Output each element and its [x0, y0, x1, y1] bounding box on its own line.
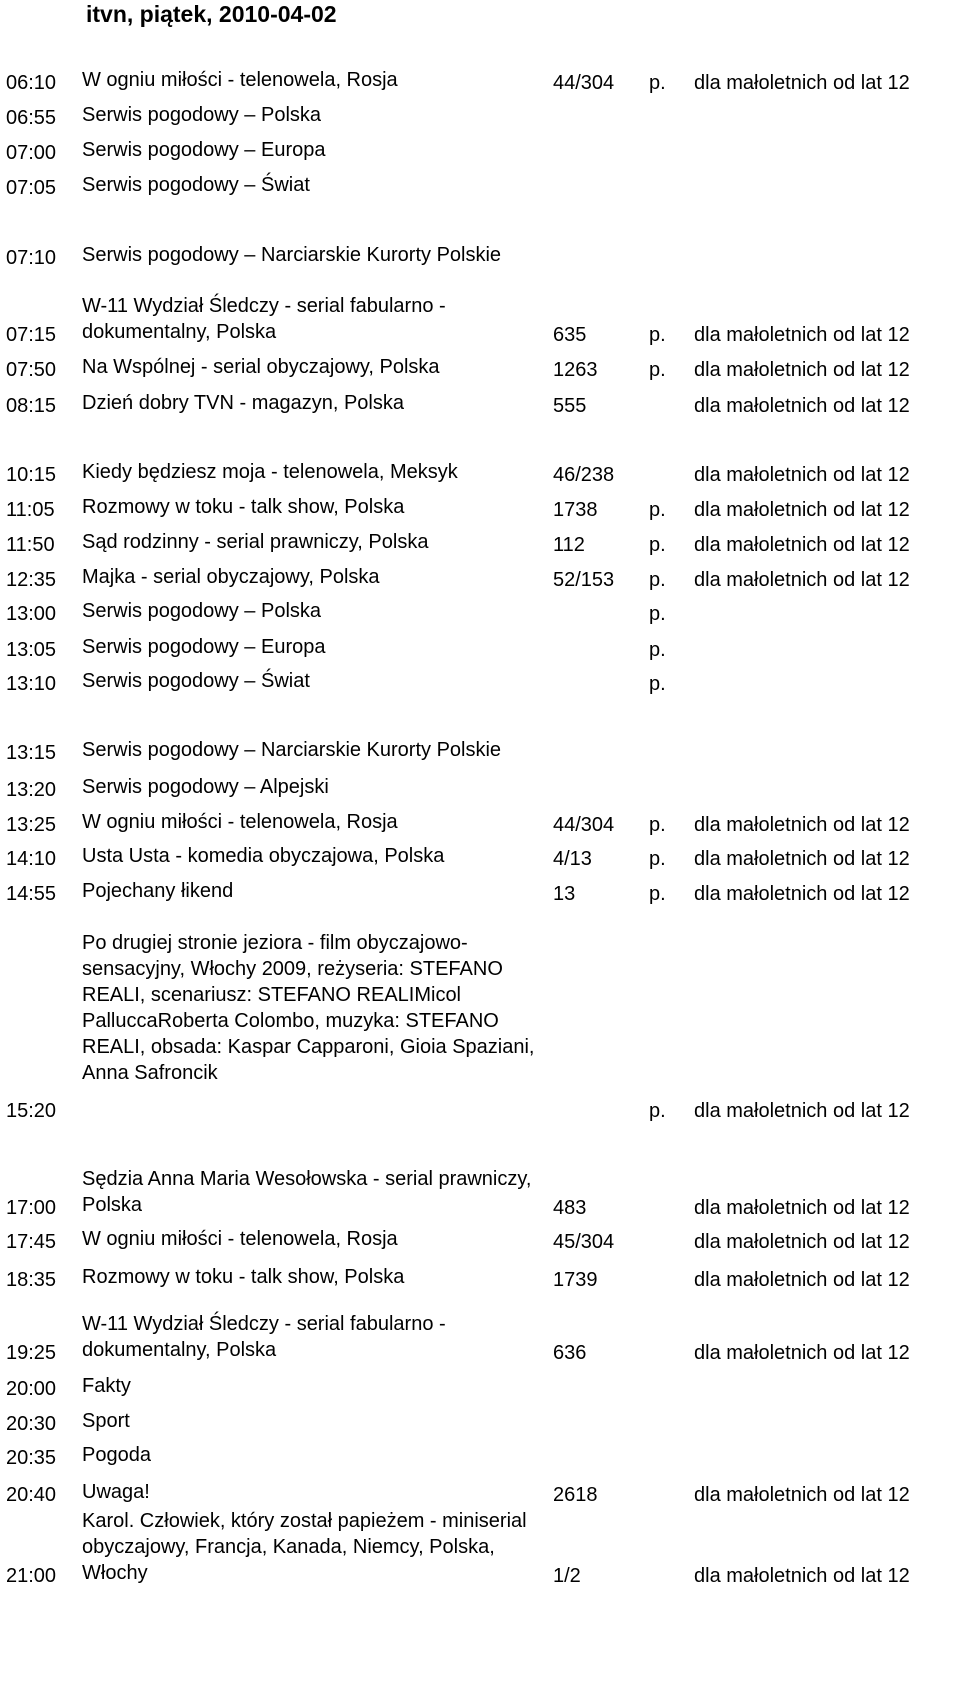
time-slot: 07:10 — [6, 247, 57, 269]
program-title: Usta Usta - komedia obyczajowa, Polska — [82, 845, 445, 867]
episode-number: 1738 — [553, 499, 598, 521]
premiere-marker: p. — [649, 1100, 666, 1122]
program-title: Kiedy będziesz moja - telenowela, Meksyk — [82, 461, 458, 483]
program-title: Rozmowy w toku - talk show, Polska — [82, 496, 405, 518]
program-title: Serwis pogodowy – Świat — [82, 670, 310, 692]
premiere-marker: p. — [649, 72, 666, 94]
time-slot: 13:15 — [6, 742, 57, 764]
age-rating: dla małoletnich od lat 12 — [694, 883, 910, 905]
page-title: itvn, piątek, 2010-04-02 — [86, 1, 337, 27]
episode-number: 52/153 — [553, 569, 615, 591]
program-title: Serwis pogodowy – Polska — [82, 600, 322, 622]
age-rating: dla małoletnich od lat 12 — [694, 1565, 910, 1587]
time-slot: 14:55 — [6, 883, 57, 905]
age-rating: dla małoletnich od lat 12 — [694, 1342, 910, 1364]
time-slot: 06:10 — [6, 72, 57, 94]
time-slot: 11:05 — [6, 499, 55, 521]
age-rating: dla małoletnich od lat 12 — [694, 1231, 910, 1253]
time-slot: 12:35 — [6, 569, 57, 591]
time-slot: 17:00 — [6, 1197, 57, 1219]
episode-number: 4/13 — [553, 848, 592, 870]
program-title: Na Wspólnej - serial obyczajowy, Polska — [82, 356, 440, 378]
program-title: W ogniu miłości - telenowela, Rosja — [82, 1228, 398, 1250]
age-rating: dla małoletnich od lat 12 — [694, 848, 910, 870]
program-title: Serwis pogodowy – Narciarskie Kurorty Polskie — [82, 739, 502, 761]
time-slot: 20:40 — [6, 1484, 57, 1506]
episode-number: 1/2 — [553, 1565, 581, 1587]
time-slot: 07:15 — [6, 324, 57, 346]
program-title: Pogoda — [82, 1444, 151, 1466]
age-rating: dla małoletnich od lat 12 — [694, 499, 910, 521]
premiere-marker: p. — [649, 639, 666, 661]
age-rating: dla małoletnich od lat 12 — [694, 1100, 910, 1122]
time-slot: 07:50 — [6, 359, 57, 381]
premiere-marker: p. — [649, 534, 666, 556]
age-rating: dla małoletnich od lat 12 — [694, 1484, 910, 1506]
program-title: W-11 Wydział Śledczy - serial fabularno - dokumentalny, Polska — [82, 295, 446, 343]
episode-number: 483 — [553, 1197, 587, 1219]
age-rating: dla małoletnich od lat 12 — [694, 1197, 910, 1219]
episode-number: 1739 — [553, 1269, 598, 1291]
premiere-marker: p. — [649, 499, 666, 521]
episode-number: 555 — [553, 395, 587, 417]
age-rating: dla małoletnich od lat 12 — [694, 534, 910, 556]
time-slot: 08:15 — [6, 395, 57, 417]
program-title: Po drugiej stronie jeziora - film obyczajowo-sensacyjny, Włochy 2009, reżyseria: STEFANO REALI, scenariusz: STEFANO REALIMicol PalluccaRoberta Colombo, muzyka: STEFANO REALI, obsada: Kaspar Capparoni, Gioia Spaziani, Anna Safroncik — [82, 932, 535, 1084]
time-slot: 21:00 — [6, 1565, 57, 1587]
time-slot: 15:20 — [6, 1100, 57, 1122]
time-slot: 07:05 — [6, 177, 57, 199]
premiere-marker: p. — [649, 848, 666, 870]
time-slot: 20:35 — [6, 1447, 57, 1469]
program-title: Sport — [82, 1410, 130, 1432]
age-rating: dla małoletnich od lat 12 — [694, 464, 910, 486]
program-title: Serwis pogodowy – Alpejski — [82, 776, 329, 798]
time-slot: 10:15 — [6, 464, 57, 486]
episode-number: 44/304 — [553, 72, 615, 94]
premiere-marker: p. — [649, 603, 666, 625]
program-title: Serwis pogodowy – Europa — [82, 139, 326, 161]
age-rating: dla małoletnich od lat 12 — [694, 1269, 910, 1291]
time-slot: 13:00 — [6, 603, 57, 625]
episode-number: 1263 — [553, 359, 598, 381]
episode-number: 46/238 — [553, 464, 615, 486]
episode-number: 636 — [553, 1342, 587, 1364]
program-title: Uwaga! — [82, 1481, 150, 1503]
premiere-marker: p. — [649, 814, 666, 836]
program-title: Rozmowy w toku - talk show, Polska — [82, 1266, 405, 1288]
program-title: Dzień dobry TVN - magazyn, Polska — [82, 392, 404, 414]
program-title: Sędzia Anna Maria Wesołowska - serial prawniczy, Polska — [82, 1168, 532, 1216]
time-slot: 14:10 — [6, 848, 57, 870]
program-title: Sąd rodzinny - serial prawniczy, Polska — [82, 531, 429, 553]
time-slot: 13:20 — [6, 779, 57, 801]
time-slot: 13:05 — [6, 639, 57, 661]
program-title: W ogniu miłości - telenowela, Rosja — [82, 811, 398, 833]
program-title: Serwis pogodowy – Świat — [82, 174, 310, 196]
premiere-marker: p. — [649, 569, 666, 591]
premiere-marker: p. — [649, 883, 666, 905]
program-title: Fakty — [82, 1375, 131, 1397]
program-title: Pojechany łikend — [82, 880, 234, 902]
time-slot: 07:00 — [6, 142, 57, 164]
time-slot: 17:45 — [6, 1231, 57, 1253]
age-rating: dla małoletnich od lat 12 — [694, 324, 910, 346]
program-title: Serwis pogodowy – Europa — [82, 636, 326, 658]
age-rating: dla małoletnich od lat 12 — [694, 395, 910, 417]
time-slot: 19:25 — [6, 1342, 57, 1364]
program-title: Karol. Człowiek, który został papieżem - miniserial obyczajowy, Francja, Kanada, Niemcy, Polska, Włochy — [82, 1510, 527, 1584]
time-slot: 11:50 — [6, 534, 55, 556]
program-title: W-11 Wydział Śledczy - serial fabularno - dokumentalny, Polska — [82, 1313, 446, 1361]
time-slot: 06:55 — [6, 107, 57, 129]
program-title: W ogniu miłości - telenowela, Rosja — [82, 69, 398, 91]
episode-number: 44/304 — [553, 814, 615, 836]
time-slot: 20:30 — [6, 1413, 57, 1435]
program-title: Serwis pogodowy – Narciarskie Kurorty Polskie — [82, 244, 502, 266]
episode-number: 13 — [553, 883, 576, 905]
episode-number: 635 — [553, 324, 587, 346]
program-title: Serwis pogodowy – Polska — [82, 104, 322, 126]
time-slot: 13:10 — [6, 673, 57, 695]
premiere-marker: p. — [649, 673, 666, 695]
episode-number: 2618 — [553, 1484, 598, 1506]
program-title: Majka - serial obyczajowy, Polska — [82, 566, 380, 588]
time-slot: 20:00 — [6, 1378, 57, 1400]
premiere-marker: p. — [649, 324, 666, 346]
age-rating: dla małoletnich od lat 12 — [694, 569, 910, 591]
episode-number: 112 — [553, 534, 585, 556]
premiere-marker: p. — [649, 359, 666, 381]
time-slot: 13:25 — [6, 814, 57, 836]
age-rating: dla małoletnich od lat 12 — [694, 814, 910, 836]
time-slot: 18:35 — [6, 1269, 57, 1291]
age-rating: dla małoletnich od lat 12 — [694, 359, 910, 381]
episode-number: 45/304 — [553, 1231, 615, 1253]
age-rating: dla małoletnich od lat 12 — [694, 72, 910, 94]
